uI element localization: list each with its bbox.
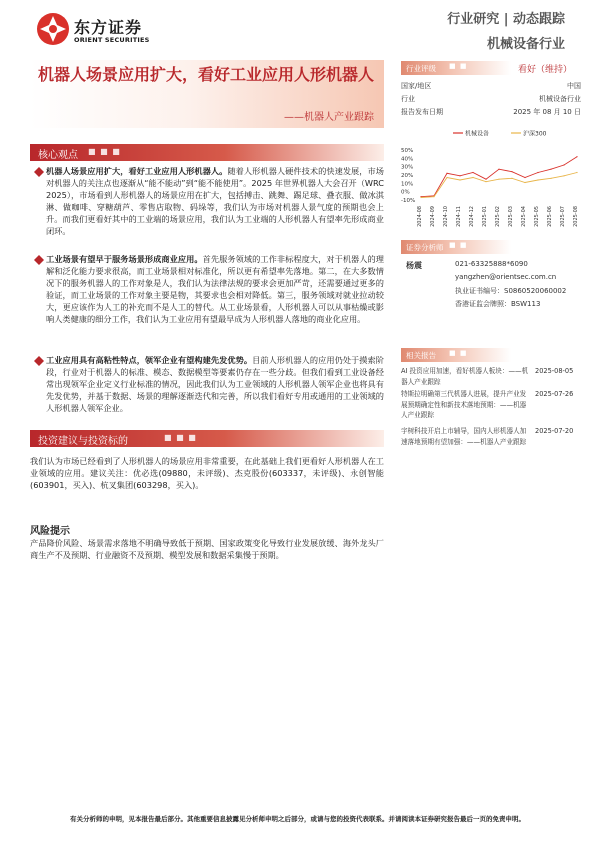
rating-value: 看好（维持） — [518, 65, 573, 75]
series-point — [433, 196, 434, 197]
core-bullet-1: 机器人场景应用扩大，看好工业应用人形机器人。随着人形机器人硬件技术的快速发展，市场对机器人的关注点也逐渐从“能不能动”到“能不能使用”。2025 年世界机器人大会召开（WRC 2025），市场看到人形机器人的场景应用在扩大，包括搏击、跳舞、踢足球、叠衣服、做冰淇淋、做咖啡、穿糖葫芦、零售店取物、码垛等，我们认为市场对机器人景气度的预期也会上升。而我们更看好其中的工业端的场景应用，我们认为工业端的人形机器人有望率先形成商业闭环。 — [46, 166, 384, 236]
bullet-diamond-icon — [34, 356, 44, 366]
section-dots-icon: ■ ■ — [449, 241, 468, 249]
related-label: 相关报告 — [406, 351, 436, 360]
series-point — [563, 175, 564, 176]
related-report-3-date: 2025-07-20 — [535, 427, 574, 435]
x-tick-label: 2025-05 — [534, 206, 540, 227]
related-report-1-date: 2025-08-05 — [535, 367, 574, 375]
y-tick-label: 0% — [401, 189, 410, 196]
x-tick-label: 2024-12 — [469, 206, 475, 227]
section-title-core-view: 核心观点 — [38, 150, 78, 161]
logo-text-cn: 东方证券 — [74, 18, 143, 37]
series-point — [511, 171, 512, 172]
info-row-region: 国家/地区 中国 — [401, 82, 581, 90]
title-banner — [30, 60, 384, 128]
y-tick-label: 20% — [401, 173, 414, 179]
bullet-diamond-icon — [34, 255, 44, 265]
risk-text: 产品降价风险、场景需求落地不明确导致低于预期、国家政策变化导致行业发展放缓、海外龙头厂商生产不及预期、行业融资不及预期、模型发展和数据采集慢于预期。 — [30, 538, 384, 560]
series-point — [524, 182, 525, 183]
report-subtitle: ——机器人产业跟踪 — [284, 112, 374, 123]
report-type: 行业研究 | 动态跟踪 — [447, 12, 565, 27]
series-point — [537, 172, 538, 173]
investment-text: 我们认为市场已经看到了人形机器人的场景应用非常重要，在此基础上我们更看好人形机器人在工业领域的应用。建议关注：优必选(09880，未评级)、杰克股份(603337，未评级)、永创智能(603901，买入)、杭叉集团(603298，买入)。 — [30, 456, 384, 490]
series-point — [524, 177, 525, 178]
series-point — [446, 173, 447, 174]
analyst-cert: 执业证书编号：S0860520060002 — [455, 287, 567, 295]
orient-logo-icon — [36, 12, 70, 46]
series-point — [537, 179, 538, 180]
rating-label: 行业评级 — [406, 64, 436, 73]
series-point — [576, 172, 577, 173]
section-dots-icon: ■ ■ — [449, 349, 468, 357]
logo-text-en: ORIENT SECURITIES — [74, 36, 150, 44]
risk-title: 风险提示 — [30, 526, 70, 537]
section-dots-icon: ■ ■ ■ — [88, 147, 121, 156]
series-point — [550, 178, 551, 179]
related-report-3[interactable]: 宇树科技开启上市辅导，国内人形机器人加速落地预期有望加强：——机器人产业跟踪 — [401, 427, 527, 446]
report-header — [447, 8, 565, 52]
info-row-industry: 行业 机械设备行业 — [401, 95, 581, 103]
legend-label: 机械设备 — [465, 130, 490, 138]
x-tick-label: 2025-03 — [508, 206, 514, 227]
series-point — [485, 181, 486, 182]
report-title: 机器人场景应用扩大，看好工业应用人形机器人 — [38, 65, 375, 84]
y-tick-label: -10% — [401, 198, 416, 204]
performance-chart — [401, 128, 581, 228]
disclaimer-footer: 有关分析师的申明，见本报告最后部分。其他重要信息披露见分析师申明之后部分，或请与您的投资代表联系。并请阅读本证券研究报告最后一页的免责申明。 — [70, 815, 525, 823]
analyst-hk-license: 香港证监会牌照：BSW113 — [455, 300, 541, 308]
company-logo — [36, 12, 160, 46]
series-point — [498, 179, 499, 180]
core-bullet-2: 工业场景有望早于服务场景形成商业应用。首先服务领域的工作非标程度大，对于机器人的理解和泛化能力要求很高，而工业场景相对标准化，所以更有希望率先落地。第二，在大多数情况下的服务机器人的工作对象是人，我们认为法律法规的要求会更加严苛，还需要通过更多的验证，而工业场景的工作对象主要是物，其要求也会相对降低。第三，服务领域对就业拉动较大，更应该作为人工的补充而不是人工的替代。从工业场景看，人形机器人可以从事枯燥或影响人类健康的细分工作，我们认为工业应用有望最早成为人形机器人落地的商业化应用。 — [46, 254, 384, 324]
series-point — [485, 179, 486, 180]
x-tick-label: 2024-09 — [430, 206, 436, 227]
related-report-1[interactable]: AI 投资应用加速，看好机器人板块：——机器人产业跟踪 — [401, 367, 529, 386]
x-tick-label: 2025-04 — [521, 206, 527, 227]
sidebar-bar-related — [401, 348, 511, 362]
y-tick-label: 40% — [401, 156, 414, 163]
bullet-diamond-icon — [34, 167, 44, 177]
series-point — [446, 177, 447, 178]
series-point — [576, 156, 577, 157]
section-title-investment: 投资建议与投资标的 — [38, 436, 128, 447]
y-tick-label: 50% — [401, 148, 414, 154]
analyst-email[interactable]: yangzhen@orientsec.com.cn — [455, 273, 557, 281]
series-point — [420, 197, 421, 198]
analyst-label: 证券分析师 — [406, 243, 444, 252]
sidebar-bar-analyst — [401, 240, 511, 254]
series-point — [472, 172, 473, 173]
sidebar-bar-rating — [401, 61, 511, 75]
y-tick-label: 10% — [401, 181, 414, 188]
x-tick-label: 2025-08 — [573, 206, 579, 227]
series-line-1 — [421, 173, 577, 198]
info-row-date: 报告发布日期 2025 年 08 月 10 日 — [401, 108, 581, 116]
series-point — [498, 169, 499, 170]
x-tick-label: 2025-07 — [560, 206, 566, 227]
related-report-2-date: 2025-07-26 — [535, 390, 574, 398]
series-point — [511, 178, 512, 179]
x-tick-label: 2025-06 — [547, 206, 553, 227]
x-tick-label: 2024-08 — [417, 206, 423, 227]
series-line-0 — [421, 157, 577, 197]
x-tick-label: 2024-11 — [456, 206, 462, 227]
x-tick-label: 2025-01 — [482, 206, 488, 227]
series-point — [459, 175, 460, 176]
related-report-2[interactable]: 特斯拉明确第三代机器人进展，提升产业发展预期确定性和新技术落地预期：——机器人产业跟踪 — [401, 390, 527, 419]
x-tick-label: 2025-02 — [495, 206, 501, 227]
series-point — [459, 179, 460, 180]
y-tick-label: 30% — [401, 164, 414, 171]
section-bar-core-view — [30, 144, 384, 161]
series-point — [472, 177, 473, 178]
core-bullet-3: 工业应用具有高粘性特点，领军企业有望构建先发优势。目前人形机器人的应用仍处于摸索阶段，行业对于机器人的标准、模态、数据模型等要素仍存在一些分歧。但我们看到工业设备经常出现领军企业定义行业标准的情况，因此我们认为工业领域的人形机器人领军企业也将具有先发优势，并基于数据、场景的理解逐渐迭代和完善，所以我们看好专用或通用的工业领域的人形机器人领军企业。 — [46, 355, 384, 413]
section-dots-icon: ■ ■ ■ — [164, 433, 197, 442]
section-bar-investment — [30, 430, 384, 447]
analyst-name: 杨震 — [406, 261, 422, 270]
legend-label: 沪深300 — [523, 130, 547, 138]
industry-name: 机械设备行业 — [486, 37, 565, 52]
series-point — [563, 164, 564, 165]
analyst-phone: 021-63325888*6090 — [455, 260, 528, 268]
x-tick-label: 2024-10 — [443, 206, 449, 227]
section-dots-icon: ■ ■ — [449, 62, 468, 70]
series-point — [550, 169, 551, 170]
